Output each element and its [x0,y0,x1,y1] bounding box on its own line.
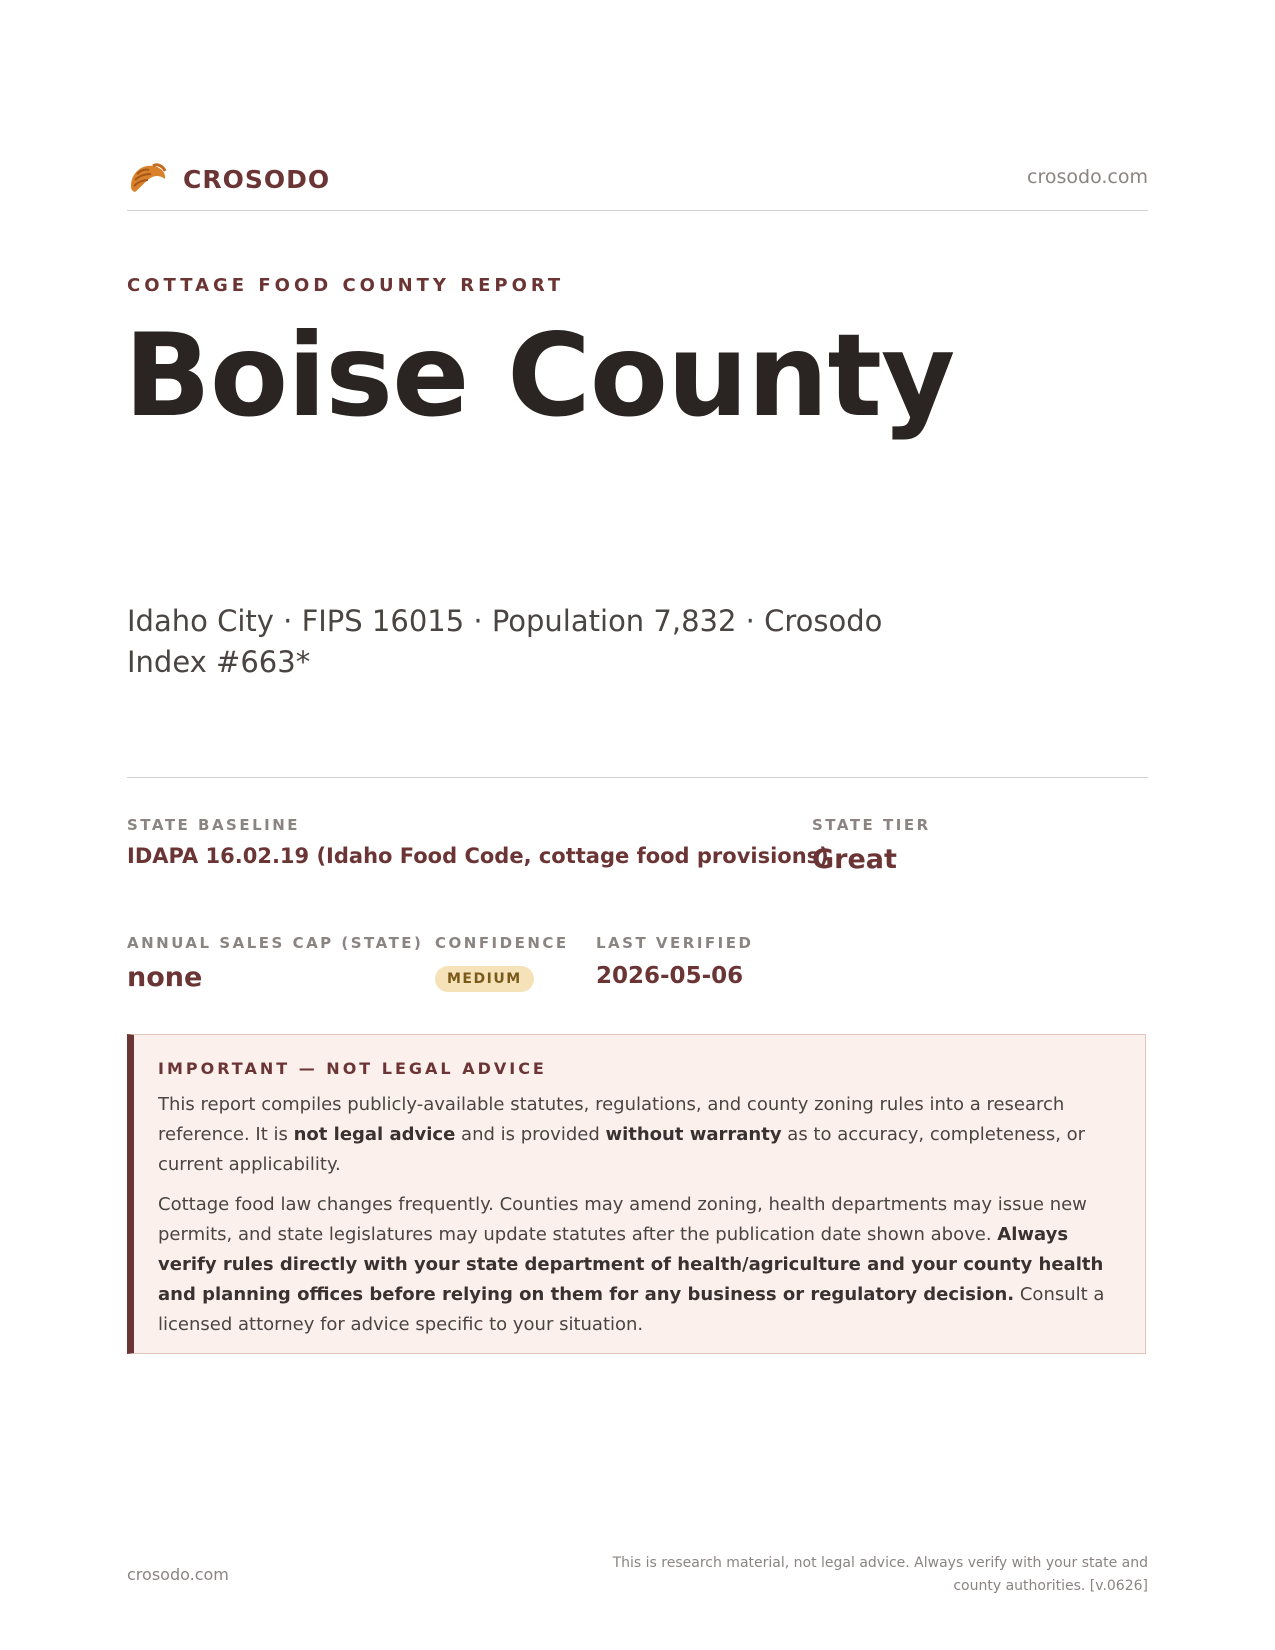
page-header [127,158,1148,211]
sales-cap-value: none [127,962,203,993]
last-verified-label: LAST VERIFIED [596,934,754,952]
footer-site-url[interactable]: crosodo.com [127,1565,229,1584]
report-page [124,0,1148,1650]
legal-notice-paragraph-2 [158,1190,1119,1340]
notice-text: as to accuracy, completeness, or current applicability. [158,1124,1086,1175]
county-summary: Idaho City · FIPS 16015 · Population 7,832 · Crosodo Index #663* [127,604,883,679]
notice-emphasis: not legal advice [293,1124,456,1145]
site-url[interactable]: crosodo.com [1027,166,1148,188]
footer-disclaimer: This is research material, not legal advice. Always verify with your state and county authorities. [v.0626] [612,1555,1148,1594]
legal-notice-paragraph-1 [158,1090,1119,1180]
state-tier-label: STATE TIER [812,816,931,834]
notice-text: Consult a licensed attorney for advice specific to your situation. [158,1284,1105,1335]
notice-text: This report compiles publicly-available statutes, regulations, and county zoning rules into a research reference. It is [158,1094,1065,1145]
confidence-label: CONFIDENCE [435,934,569,952]
state-tier-value: Great [812,844,897,875]
croissant-icon [127,158,169,200]
notice-emphasis: without warranty [605,1124,782,1145]
state-baseline-label: STATE BASELINE [127,816,301,834]
section-divider [127,777,1148,778]
last-verified-value: 2026-05-06 [596,963,744,989]
legal-notice-title: IMPORTANT — NOT LEGAL ADVICE [158,1059,547,1078]
legal-notice [127,1034,1146,1354]
confidence-field [435,934,569,992]
sales-cap-field [127,934,423,993]
state-tier-field [812,816,931,875]
notice-text: and is provided [455,1124,606,1145]
page-title: Boise County [124,309,955,442]
last-verified-field [596,934,753,989]
brand-name: CROSODO [183,164,331,194]
state-baseline-value: IDAPA 16.02.19 (Idaho Food Code, cottage food provisions) [127,844,829,868]
report-eyebrow: COTTAGE FOOD COUNTY REPORT [127,275,565,296]
brand[interactable] [127,158,330,200]
notice-emphasis: Always verify rules directly with your state department of health/agriculture and your county health and planning offices before relying on them for any business or regulatory decision. [158,1224,1104,1305]
sales-cap-label: ANNUAL SALES CAP (STATE) [127,934,424,952]
confidence-badge: MEDIUM [435,966,534,992]
notice-text: Cottage food law changes frequently. Counties may amend zoning, health departments may issue new permits, and state legislatures may update statutes after the publication date shown above. [158,1194,1087,1245]
state-baseline-field [127,816,829,868]
